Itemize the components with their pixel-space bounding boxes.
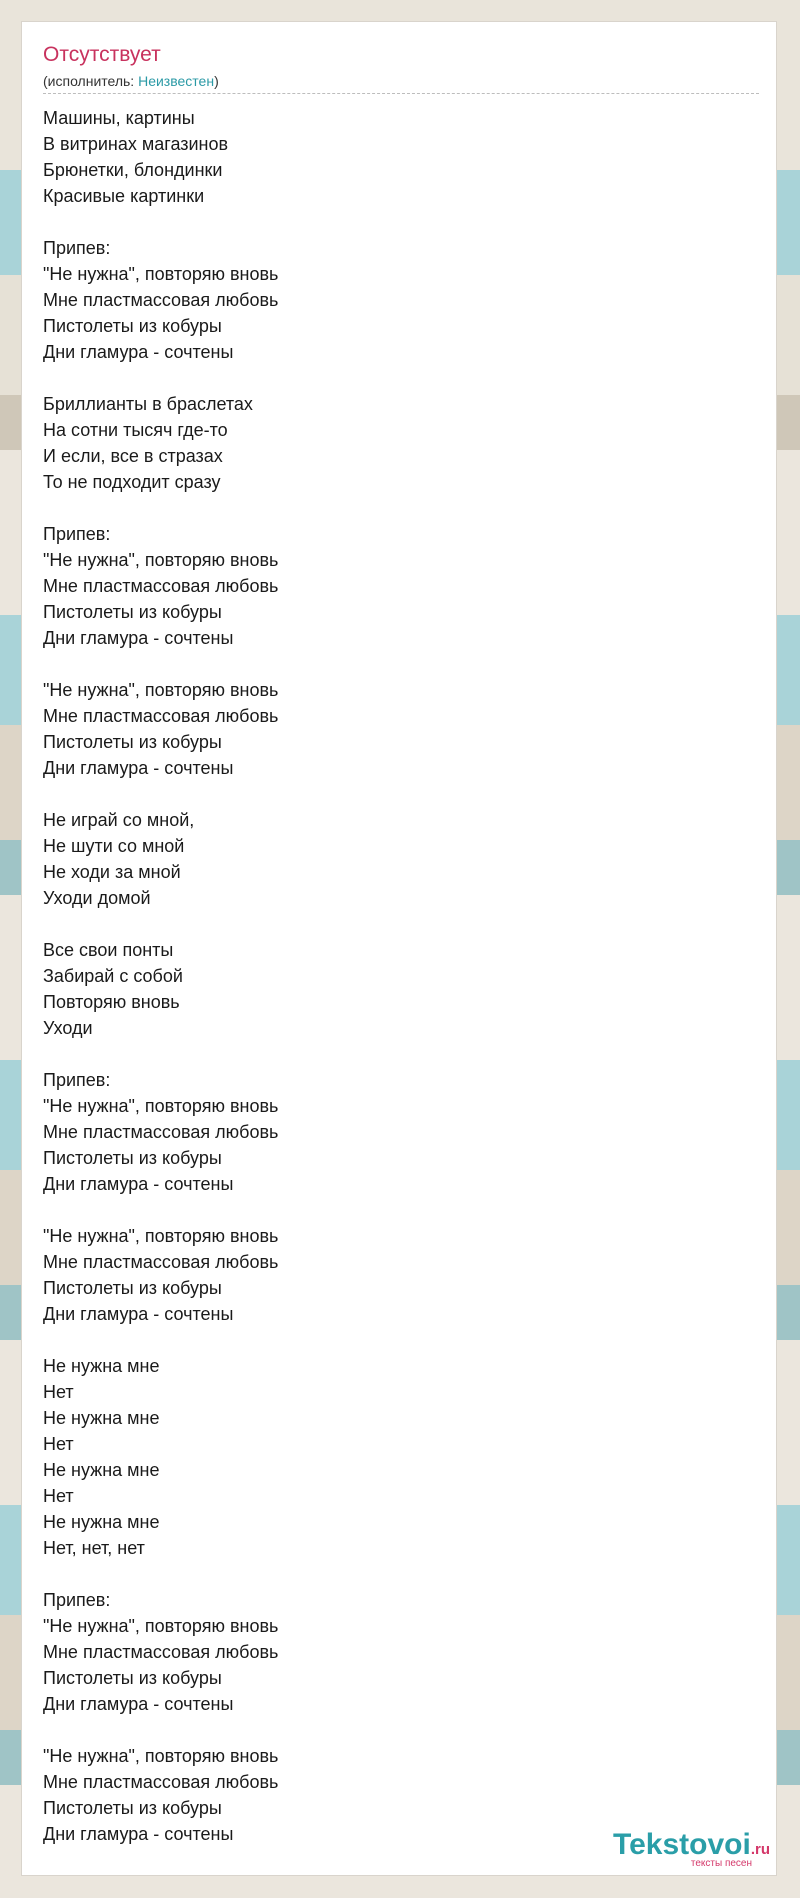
lyric-line: "Не нужна", повторяю вновь — [43, 1226, 279, 1246]
performer-suffix: ) — [214, 73, 219, 89]
lyric-line: Не шути со мной — [43, 836, 185, 856]
lyric-line: Все свои понты — [43, 940, 174, 960]
lyric-line: Пистолеты из кобуры — [43, 602, 222, 622]
lyric-blank-line — [43, 1717, 743, 1743]
lyric-line: Не нужна мне — [43, 1512, 160, 1532]
lyric-line: Мне пластмассовая любовь — [43, 1772, 279, 1792]
lyric-line: "Не нужна", повторяю вновь — [43, 1746, 279, 1766]
lyric-line: "Не нужна", повторяю вновь — [43, 264, 279, 284]
lyric-line: "Не нужна", повторяю вновь — [43, 550, 279, 570]
lyric-line: На сотни тысяч где-то — [43, 420, 228, 440]
lyric-line: Брюнетки, блондинки — [43, 160, 223, 180]
lyric-line: Уходи — [43, 1018, 93, 1038]
lyric-blank-line — [43, 209, 743, 235]
title-divider — [43, 93, 759, 94]
lyric-line: "Не нужна", повторяю вновь — [43, 1096, 279, 1116]
lyric-line: Не нужна мне — [43, 1408, 160, 1428]
artist-link[interactable]: Неизвестен — [138, 73, 215, 89]
lyric-line: Красивые картинки — [43, 186, 205, 206]
logo-wordmark: Tekstovoi — [613, 1828, 751, 1861]
lyric-line: Пистолеты из кобуры — [43, 316, 222, 336]
lyric-line: Припев: — [43, 238, 111, 258]
lyric-blank-line — [43, 781, 743, 807]
lyric-line: Мне пластмассовая любовь — [43, 706, 279, 726]
lyric-line: Дни гламура - сочтены — [43, 628, 234, 648]
lyric-line: Нет, нет, нет — [43, 1538, 145, 1558]
lyric-line: Не нужна мне — [43, 1356, 160, 1376]
lyric-line: Пистолеты из кобуры — [43, 732, 222, 752]
lyric-line: Дни гламура - сочтены — [43, 1824, 234, 1844]
lyric-line: Мне пластмассовая любовь — [43, 290, 279, 310]
lyric-line: Припев: — [43, 1590, 111, 1610]
lyric-blank-line — [43, 1041, 743, 1067]
lyric-blank-line — [43, 1327, 743, 1353]
lyric-line: Повторяю вновь — [43, 992, 180, 1012]
lyric-line: Пистолеты из кобуры — [43, 1278, 222, 1298]
logo-domain-suffix: .ru — [750, 1841, 770, 1858]
lyric-line: То не подходит сразу — [43, 472, 221, 492]
lyric-line: Дни гламура - сочтены — [43, 758, 234, 778]
lyric-line: Припев: — [43, 1070, 111, 1090]
lyric-line: Мне пластмассовая любовь — [43, 1252, 279, 1272]
lyric-blank-line — [43, 911, 743, 937]
lyric-line: И если, все в стразах — [43, 446, 223, 466]
lyric-line: Дни гламура - сочтены — [43, 1304, 234, 1324]
lyric-line: Дни гламура - сочтены — [43, 1174, 234, 1194]
song-title: Отсутствует — [43, 43, 161, 66]
performer-line — [43, 73, 219, 90]
lyrics-text — [43, 105, 743, 1847]
lyric-line: Нет — [43, 1486, 74, 1506]
lyric-blank-line — [43, 1561, 743, 1587]
site-logo[interactable] — [613, 1830, 770, 1869]
lyric-line: Не играй со мной, — [43, 810, 195, 830]
lyric-line: Пистолеты из кобуры — [43, 1798, 222, 1818]
lyric-blank-line — [43, 1197, 743, 1223]
lyric-line: Нет — [43, 1434, 74, 1454]
lyric-line: Дни гламура - сочтены — [43, 342, 234, 362]
lyric-line: "Не нужна", повторяю вновь — [43, 1616, 279, 1636]
lyrics-card — [21, 21, 777, 1876]
lyric-line: Мне пластмассовая любовь — [43, 576, 279, 596]
lyric-line: Припев: — [43, 524, 111, 544]
lyric-line: Пистолеты из кобуры — [43, 1148, 222, 1168]
lyric-line: Не нужна мне — [43, 1460, 160, 1480]
lyric-line: Уходи домой — [43, 888, 151, 908]
lyric-line: Мне пластмассовая любовь — [43, 1122, 279, 1142]
lyric-line: Бриллианты в браслетах — [43, 394, 253, 414]
lyric-line: Нет — [43, 1382, 74, 1402]
lyric-line: Не ходи за мной — [43, 862, 181, 882]
lyric-blank-line — [43, 651, 743, 677]
lyric-blank-line — [43, 495, 743, 521]
lyric-blank-line — [43, 365, 743, 391]
logo-tagline: тексты песен — [690, 1858, 752, 1869]
lyric-line: Пистолеты из кобуры — [43, 1668, 222, 1688]
lyric-line: В витринах магазинов — [43, 134, 229, 154]
performer-prefix: (исполнитель: — [43, 73, 139, 89]
lyric-line: "Не нужна", повторяю вновь — [43, 680, 279, 700]
lyric-line: Машины, картины — [43, 108, 195, 128]
lyric-line: Дни гламура - сочтены — [43, 1694, 234, 1714]
lyric-line: Забирай с собой — [43, 966, 183, 986]
lyric-line: Мне пластмассовая любовь — [43, 1642, 279, 1662]
